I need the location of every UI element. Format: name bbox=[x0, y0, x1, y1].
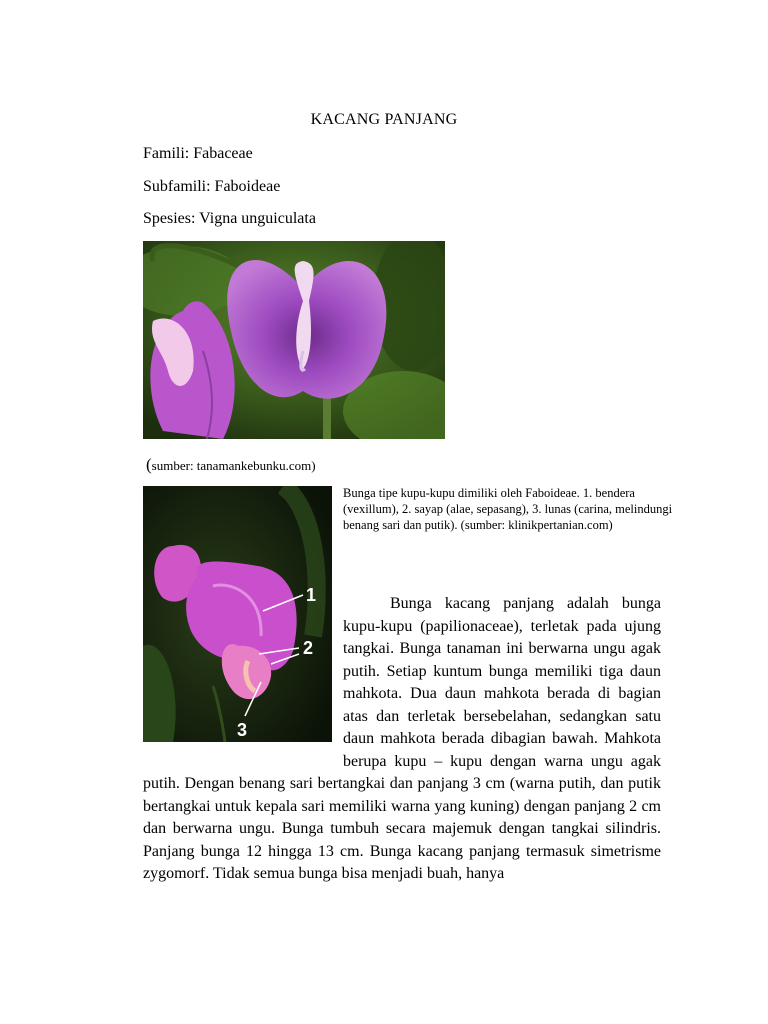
species-line: Spesies: Vigna unguiculata bbox=[143, 210, 316, 227]
body-paragraph: Bunga kacang panjang adalah bunga kupu-kupu (papilionaceae), terletak pada ujung tangkai. Bunga tanaman ini berwarna ungu agak putih. Setiap kuntum bunga memiliki tiga daun mahkota. Dua daun mahkota berada di bagian atas dan terletak bersebelahan, sedangkan satu daun mahkota berada dibagian bawah. Mahkota berupa kupu – kupu dengan warna ungu agak putih. Dengan benang sari bertangkai dan panjang 3 cm (warna putih, dan putik bertangkai untuk kepala sari memiliki warna yang kuning) dengan panjang 2 cm dan berwarna ungu. Bunga tumbuh secara majemuk dengan tangkai silindris. Panjang bunga 12 hingga 13 cm. Bunga kacang panjang termasuk simetrisme zygomorf. Tidak semua bunga bisa menjadi buah, hanya bbox=[143, 595, 661, 882]
label-1: 1 bbox=[306, 585, 317, 605]
image1-caption: (sumber: tanamankebunku.com) bbox=[146, 455, 316, 474]
label-2: 2 bbox=[303, 638, 314, 658]
flower-photo-1 bbox=[143, 241, 445, 439]
subfamily-line: Subfamili: Faboideae bbox=[143, 178, 281, 195]
page-title: KACANG PANJANG bbox=[310, 111, 458, 128]
image2-caption: Bunga tipe kupu-kupu dimiliki oleh Faboideae. 1. bendera (vexillum), 2. sayap (alae, sepasang), 3. lunas (carina, melindungi benang sari dan putik). (sumber: klinikpertanian.com) bbox=[343, 486, 673, 532]
family-line: Famili: Fabaceae bbox=[143, 145, 253, 162]
label-3: 3 bbox=[237, 720, 248, 740]
